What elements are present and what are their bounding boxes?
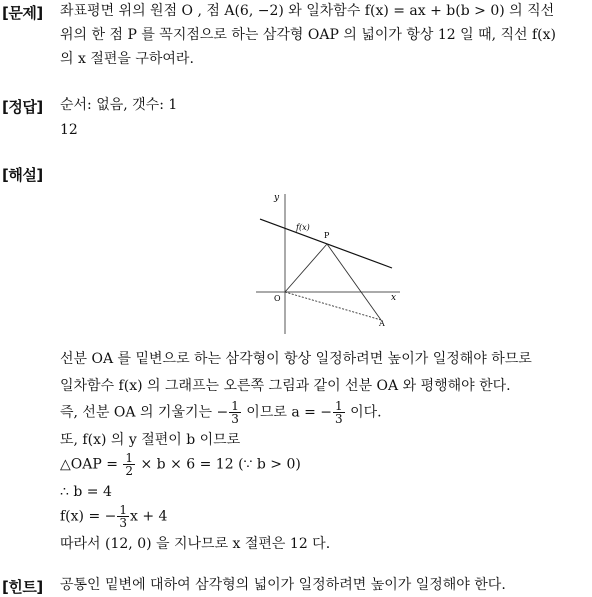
answer-label: [정답] bbox=[2, 98, 43, 116]
explanation-line-6: ∴ b = 4 bbox=[60, 484, 112, 500]
explanation-line-7-a: f(x) = − bbox=[60, 508, 117, 525]
explanation-label: [해설] bbox=[2, 166, 43, 184]
fraction-one-third: $\frac{1}{3}$ bbox=[231, 399, 239, 426]
explanation-line-3-a: 즉, 선분 OA 의 기울기는 − bbox=[60, 404, 229, 421]
hint-label: [힌트] bbox=[2, 578, 43, 596]
fraction-one-third-2: $\frac{1}{3}$ bbox=[335, 399, 343, 426]
triangle-figure bbox=[248, 186, 408, 336]
fx-label: f(x) bbox=[296, 223, 310, 232]
explanation-line-7-b: x + 4 bbox=[130, 508, 168, 525]
answer-line-1: 순서: 없음, 갯수: 1 bbox=[60, 97, 178, 113]
point-o-label: O bbox=[274, 294, 281, 303]
problem-line-3: 의 x 절편을 구하여라. bbox=[60, 51, 194, 67]
explanation-line-3-b: 이므로 a = − bbox=[241, 404, 333, 421]
explanation-line-2: 일차함수 f(x) 의 그래프는 오른쪽 그림과 같이 선분 OA 와 평행해야 한다. bbox=[60, 378, 511, 394]
explanation-line-5 bbox=[60, 452, 301, 477]
x-axis-label: x bbox=[391, 293, 397, 303]
problem-line-2: 위의 한 점 P 를 꼭지점으로 하는 삼각형 OAP 의 넓이가 항상 12 일 때, 직선 f(x) bbox=[60, 27, 556, 43]
segment-pa bbox=[327, 244, 381, 320]
hint-line-1: 공통인 밑변에 대하여 삼각형의 넓이가 일정하려면 높이가 일정해야 한다. bbox=[60, 577, 506, 593]
line-fx bbox=[260, 219, 392, 268]
problem-label: [문제] bbox=[2, 4, 43, 22]
explanation-line-3-c: 이다. bbox=[345, 404, 382, 421]
problem-line-1: 좌표평면 위의 원점 O , 점 A(6, −2) 와 일차함수 f(x) = ax + b(b > 0) 의 직선 bbox=[60, 3, 555, 19]
point-a-label: A bbox=[379, 319, 385, 328]
explanation-line-7 bbox=[60, 504, 167, 529]
explanation-line-5-a: △OAP = bbox=[60, 456, 123, 473]
fraction-one-half: $\frac{1}{2}$ bbox=[125, 451, 134, 478]
explanation-line-8: 따라서 (12, 0) 을 지나므로 x 절편은 12 다. bbox=[60, 536, 331, 552]
segment-oa bbox=[285, 292, 381, 320]
explanation-line-3 bbox=[60, 400, 382, 425]
segment-op bbox=[285, 244, 327, 292]
fraction-one-third-3: $\frac{1}{3}$ bbox=[119, 503, 128, 530]
y-axis-label: y bbox=[274, 193, 280, 203]
explanation-line-4: 또, f(x) 의 y 절편이 b 이므로 bbox=[60, 432, 241, 448]
explanation-line-5-b: × b × 6 = 12 (∵ b > 0) bbox=[136, 456, 301, 473]
explanation-line-1: 선분 OA 를 밑변으로 하는 삼각형이 항상 일정하려면 높이가 일정해야 하므로 bbox=[60, 351, 532, 367]
point-p-label: P bbox=[324, 231, 330, 240]
answer-line-2: 12 bbox=[60, 122, 78, 138]
